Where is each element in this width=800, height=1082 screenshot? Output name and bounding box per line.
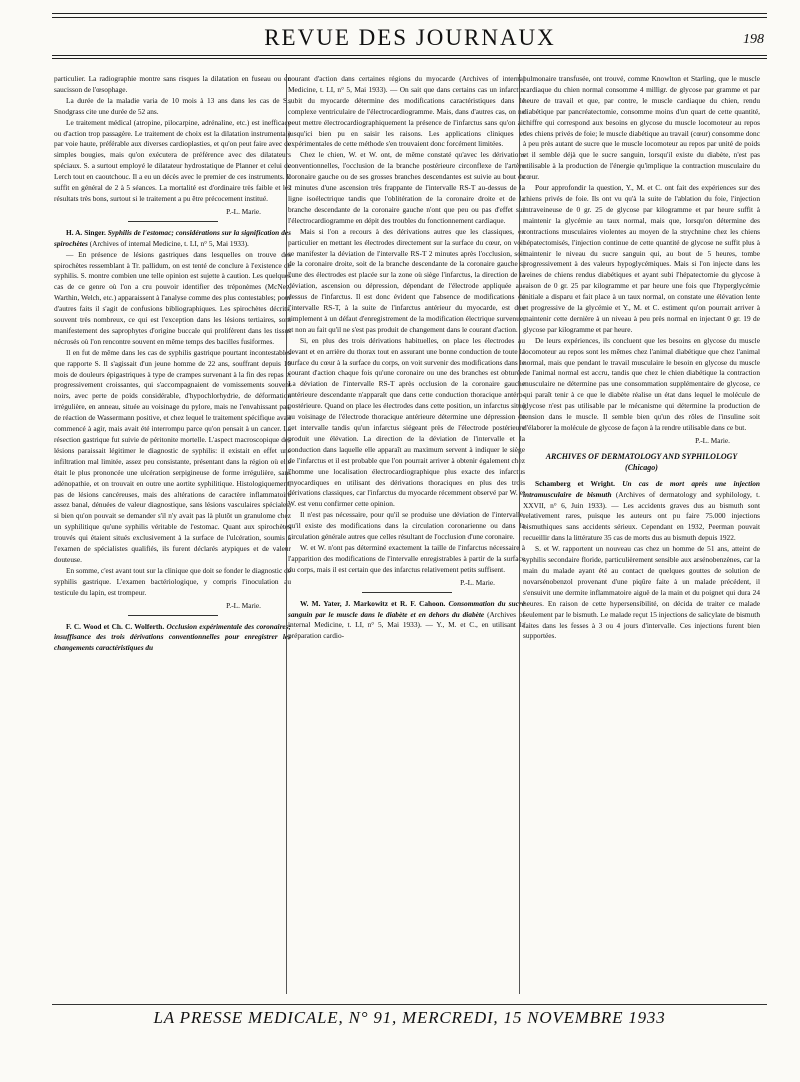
footer-journal-line: LA PRESSE MEDICALE, N° 91, MERCREDI, 15 NOVEMBRE 1933 bbox=[153, 1008, 666, 1027]
paragraph: Il n'est pas nécessaire, pour qu'il se produise une déviation de l'intervalle, qu'il existe des modifications dans la circulation coronarienne ou dans la circulation générale autres que celles résultant de l'occlusion d'une coronaire. bbox=[288, 510, 525, 542]
paragraph: S. et W. rapportent un nouveau cas chez un homme de 51 ans, atteint de syphilis secondaire floride, particulièrement sensible aux arsénobenzènes, car la main du malade ayant été au contact de quelques gouttes de solution de novarsénobenzol provenant d'une piqûre faite à un malade précédent, il s'ensuivit une dermite inflammatoire aiguë de la main et du poignet qui dura 24 heures. En raison de cette hypersensibilité, on décida de traiter ce malade seulement par le bismuth. Le malade reçut 15 injections de salicylate de bismuth faites dans les fesses à 3 ou 4 jours d'intervalle. Ces injections furent bien supportées. bbox=[523, 544, 760, 641]
section-divider bbox=[128, 221, 218, 222]
paragraph: Pour approfondir la question, Y., M. et C. ont fait des expériences sur des chiens privés de foie. Ils ont vu qu'à la suite de l'ablation du foie, l'injection intraveineuse de 0 gr. 25 de glycose par kilogramme et par heure suffit à maintenir la glycémie au taux normal, mais que, lorsqu'on détermine des contractions musculaires violentes au moyen de la strychnine chez les chiens hépatectomisés, l'injection continue de cette quantité de glycose ne suffit plus à maintenir le niveau du sucre sanguin qui, au bout de 5 heures, tombe progressivement à des valeurs hypoglycémiques. Mais si l'on injecte dans les veines de chiens rendus diabétiques et ayant subi l'hépatectomie du glycose à raison de 0 gr. 25 par kilogramme et par heure une fois que l'hyperglycémie initiale a disparu et fait place à un taux normal, on constate une élévation lente et progressive de la glycémie et Y., M. et C. estiment qu'on pourrait arriver à maintenir cette dernière à un niveau à peu près normal en injectant 0 gr. 19 de glycose par kilogramme et par heure. bbox=[523, 183, 760, 334]
paragraph: particulier. La radiographie montre sans risques la dilatation en fuseau ou en saucisson de l'œsophage. bbox=[54, 74, 291, 94]
article-title: Syphilis de l'estomac; considérations sur la signification des spirochètes bbox=[54, 227, 291, 248]
paragraph: Le traitement médical (atropine, pilocarpine, adrénaline, etc.) est inefficace ou d'action trop passagère. Le traitement de choix est la dilatation instrumentale par voie haute, préférable aux diverses cardioplasties, et qu'on peut faire avec de simples bougies, mais qu'on exécutera de préférence avec des dilatateurs spéciaux. S. a surtout employé le dilatateur hydrostatique de Planner et celui de Lerch tout en caoutchouc. Il a eu un décès avec le premier de ces instruments. Il suffit en général de 2 à 5 séances. La mortalité est d'ordinaire très faible et les résultats très bons, surtout si le traitement a pu être précocement institué. bbox=[54, 117, 291, 203]
paragraph: Si, en plus des trois dérivations habituelles, on place les électrodes au devant et en arrière du thorax tout en assurant une bonne conduction de toute la surface du cœur à la surface du corps, on voit survenir des modifications dans le courant d'action chaque fois qu'une coronaire ou une des branches est obturée. La déviation de l'intervalle RS-T après occlusion de la coronaire gauche antérieure descendante n'apparaît que dans cette conduction thoracique antéro-postérieure. Quand on place les électrodes dans cette position, un infarctus situé au voisinage de l'électrode thoracique antérieure détermine une dépression de cet intervalle tandis qu'un infarctus siégeant près de l'électrode postérieure produit une élévation. La direction de la déviation de l'intervalle et la conduction dans laquelle elle apparaît au maximum servent à indiquer le siège de l'infarctus et il est probable que l'on pourrait arriver à obtenir également chez l'homme une localisation électrocardiographique plus exacte des infarctus myocardiques en utilisant des dérivations thoraciques en plus des trois dérivations classiques, car l'infarctus du myocarde récemment observé par W. et W. est venu confirmer cette opinion. bbox=[288, 335, 525, 509]
article-authors: Schamberg et Wright. bbox=[535, 478, 615, 488]
paragraph: Il en fut de même dans les cas de syphilis gastrique pourtant incontestables que rapporte S. Il s'agissait d'un jeune homme de 22 ans, souffrant depuis 10 mois de douleurs épigastriques à type de crampes survenant à la fin des repas et progressivement croissantes, qui s'accompagnaient de vomissements souvent noirs, avec perte de poids considérable, d'hypochlorhydrie, de déformation irrégulière, en anneau, située au voisinage du pylore, mais ne l'envahissant pas, de réaction de Wassermann positive, et chez lequel le traitement spécifique avait commencé à agir, mais avait été interrompu parce qu'on pensait à un cancer. La résection gastrique fut suivie de péritonite mortelle. L'aspect macroscopique des lésions paraissait légitimer le diagnostic de syphilis: il existait en effet une infiltration mal limitée, assez peu consistante, présentant dans la région où elle était le plus prononcée une ulcération serpigineuse de forme irrégulière, sans adénopathie, et on trouvait en outre une aortite syphilitique. Histologiquement, pas de lésions cancéreuses, mais des altérations de caractère inflammatoire assez banal, dénuées de valeur diagnostique, sans lésions vasculaires spéciales, si bien qu'on pouvait se demander s'il n'y avait pas là plutôt un granulome chez un syphilitique qu'une syphilis véritable de l'estomac. Quant aux spirochètes trouvés qui étaient situés exclusivement à la surface de l'ulcération, soumis à l'examen de spécialistes qualifiés, ils furent déclarés atypiques et de valeur douteuse. bbox=[54, 347, 291, 564]
article-authors: H. A. Singer. bbox=[66, 227, 106, 237]
paragraph: La durée de la maladie varia de 10 mois à 13 ans dans les cas de S.; Snodgrass cite une durée de 52 ans. bbox=[54, 95, 291, 116]
author-signature: P.-L. Marie. bbox=[460, 577, 495, 587]
section-divider bbox=[362, 592, 452, 593]
journal-section-location: (Chicago) bbox=[625, 462, 658, 472]
journal-section bbox=[523, 451, 760, 474]
author-signature: P.-L. Marie. bbox=[695, 435, 730, 445]
article-title: Occlusion expérimentale des coronaires; insuffisance des trois dérivations conventionnelles pour enregistrer les changements caractéristiques du bbox=[54, 621, 291, 653]
header-rule-bottom bbox=[52, 55, 767, 56]
column-middle bbox=[288, 74, 525, 989]
journal-title: REVUE DES JOURNAUX bbox=[264, 25, 556, 50]
article-title: Un cas de mort après une injection intramusculaire de bismuth bbox=[523, 478, 760, 499]
article-heading bbox=[523, 479, 760, 544]
author-signature: P.-L. Marie. bbox=[226, 600, 261, 610]
column-separator bbox=[286, 74, 287, 994]
article-source: (Archives of internal Medicine, t. LI, n° 5, Mai 1933). — Y., M. et C., en utilisant la préparation cardio- bbox=[288, 609, 525, 641]
article-heading bbox=[54, 228, 291, 250]
column-separator bbox=[519, 74, 520, 994]
page-number: 198 bbox=[743, 32, 764, 47]
column-right bbox=[523, 74, 760, 989]
article-heading bbox=[54, 622, 291, 655]
paragraph: courant d'action dans certaines régions du myocarde (Archives of internal Medicine, t. LI, n° 5, Mai 1933). — On sait que dans certains cas un infarctus subit du myocarde détermine des modifications caractéristiques dans le complexe ventriculaire de l'électrocardiogramme. Mais, dans d'autres cas, on ne peut mettre électrocardiographiquement la présence de l'infarctus sans qu'on ait jusqu'ici bien pu en saisir les raisons. Les applications cliniques et expérimentales de cette méthode s'en trouvaient donc forcément limitées. bbox=[288, 74, 525, 149]
column-left bbox=[54, 74, 291, 989]
article-heading bbox=[288, 599, 525, 643]
article-authors: W. M. Yater, J. Markowitz et R. F. Cahoon. bbox=[300, 598, 446, 608]
paragraph: De leurs expériences, ils concluent que les besoins en glycose du muscle locomoteur au repos sont les mêmes chez l'animal diabétique que chez l'animal normal, mais que pendant le travail musculaire le besoin en glycose du muscle de l'animal normal est accru, tandis que chez le chien diabétique la contraction musculaire ne détermine pas une consommation supplémentaire de glycose, ce qui paraît tenir à ce que le diabète réalise un état dans lequel le molécule de glycose n'est pas utilisable par le mécanisme qui détermine la production de tension dans le muscle. Il semble bien qu'un des rôles de l'insuline soit d'élaborer la molécule de glycose de façon à la rendre utilisable dans ce but. bbox=[523, 335, 760, 432]
header-rule-top-inner bbox=[52, 17, 767, 18]
paragraph: pulmonaire transfusée, ont trouvé, comme Knowlton et Starling, que le muscle cardiaque du chien normal consomme 4 milligr. de glycose par gramme et par heure de travail et que, par contre, le muscle cardiaque du chien, rendu diabétique par pancréatectomie, consomme moins d'un quart de cette quantité, chiffre qui correspond aux besoins en glycose du muscle locomoteur au repos des chiens privés de foie; le muscle diabétique au travail (cœur) consomme donc à peu près autant de sucre que le muscle locomoteur au repos par unité de poids et il semble déjà que le sucre sanguin, lorsqu'il existe du diabète, n'est pas utilisable à la production de l'énergie qu'implique la contraction musculaire du cœur. bbox=[523, 74, 760, 182]
article-title: Consommation du sucre sanguin par le muscle dans le diabète et en dehors du diabète bbox=[288, 598, 525, 619]
header-rule-bottom-inner bbox=[52, 58, 767, 59]
paragraph: Mais si l'on a recours à des dérivations autres que les classiques, en particulier en mettant les électrodes directement sur la surface du cœur, on voit se manifester la déviation de l'intervalle RS-T 2 minutes après l'occlusion, soit de la coronaire droite, soit de la branche descendante de la coronaire gauche si l'une des électrodes est placée sur la zone où siège l'infarctus, la direction de la déviation, ascension ou dépression, dépendant de l'électrode appliquée au-dessus de l'infarctus. Il est donc évident que l'absence de modifications de l'intervalle RS-T, à la suite de l'infarctus antérieur du myocarde, est due simplement à un défaut d'enregistrement de la modification électrique survenue, et non au fait qu'il ne s'est pas produit de changement dans le courant d'action. bbox=[288, 226, 525, 334]
paragraph: W. et W. n'ont pas déterminé exactement la taille de l'infarctus nécessaire à l'apparition des modifications de l'intervalle enregistrables à partir de la surface du corps, mais il est certain que des infarctus relativement petits suffisent. bbox=[288, 542, 525, 574]
journal-section-heading: ARCHIVES OF DERMATOLOGY AND SYPHILOLOGY bbox=[545, 451, 738, 461]
header-rule-top bbox=[52, 13, 767, 14]
paragraph: En somme, c'est avant tout sur la clinique que doit se fonder le diagnostic de syphilis gastrique. L'examen bactériologique, y compris l'inoculation au testicule du lapin, est trompeur. bbox=[54, 565, 291, 597]
article-authors: F. C. Wood et Ch. C. Wolferth. bbox=[66, 621, 165, 631]
article-source: (Archives of internal Medicine, t. LI, n° 5, Mai 1933). bbox=[89, 238, 249, 248]
footer-rule bbox=[52, 1004, 767, 1005]
section-divider bbox=[128, 615, 218, 616]
article-source: (Archives of dermatology and syphilology, t. XXVII, n° 6, Juin 1933). — Les accidents graves dus au bismuth sont relativement rares, puisque les auteurs ont pu faire 75.000 injections bismuthiques sans accidents sérieux. Cependant en 1932, Peerman pouvait recueillir dans la littérature 35 cas de morts dus au bismuth depuis 1922. bbox=[523, 489, 760, 543]
author-signature: P.-L. Marie. bbox=[226, 206, 261, 216]
paragraph: Chez le chien, W. et W. ont, de même constaté qu'avec les dérivations conventionnelles, l'occlusion de la branche postérieure circonflexe de l'artère coronaire gauche ou de ses grosses branches descendantes est suivie au bout de 2 minutes d'une ascension très frappante de l'intervalle RS-T au-dessus de la ligne isoélectrique tandis que l'oblitération de la coronaire droite et de la branche descendante de la coronaire gauche n'ont que peu ou pas d'effet sur l'électrocardiogramme en dépit des troubles du fonctionnement cardiaque. bbox=[288, 150, 525, 225]
paragraph: — En présence de lésions gastriques dans lesquelles on trouve des spirochètes ressemblant à Tr. pallidum, on est tenté de conclure à l'existence de syphilis. S. montre combien une telle opinion est sujette à caution. Les quelques cas de ce genre où l'on a cru pouvoir identifier des tréponèmes (McNee, Warthin, Welch, etc.) apparaissent à l'analyse comme des plus contestables; pour d'autres faits il s'agit de confusions bibliographiques. Les spirochètes décrits, souvent très nombreux, ce qui est l'exception dans les lésions tertiaires, sont manifestement des saprophytes d'origine buccale qui prolifèrent dans les tissus nécrosés où l'on rencontre souvent en même temps des bacilles fusiformes. bbox=[54, 249, 291, 346]
